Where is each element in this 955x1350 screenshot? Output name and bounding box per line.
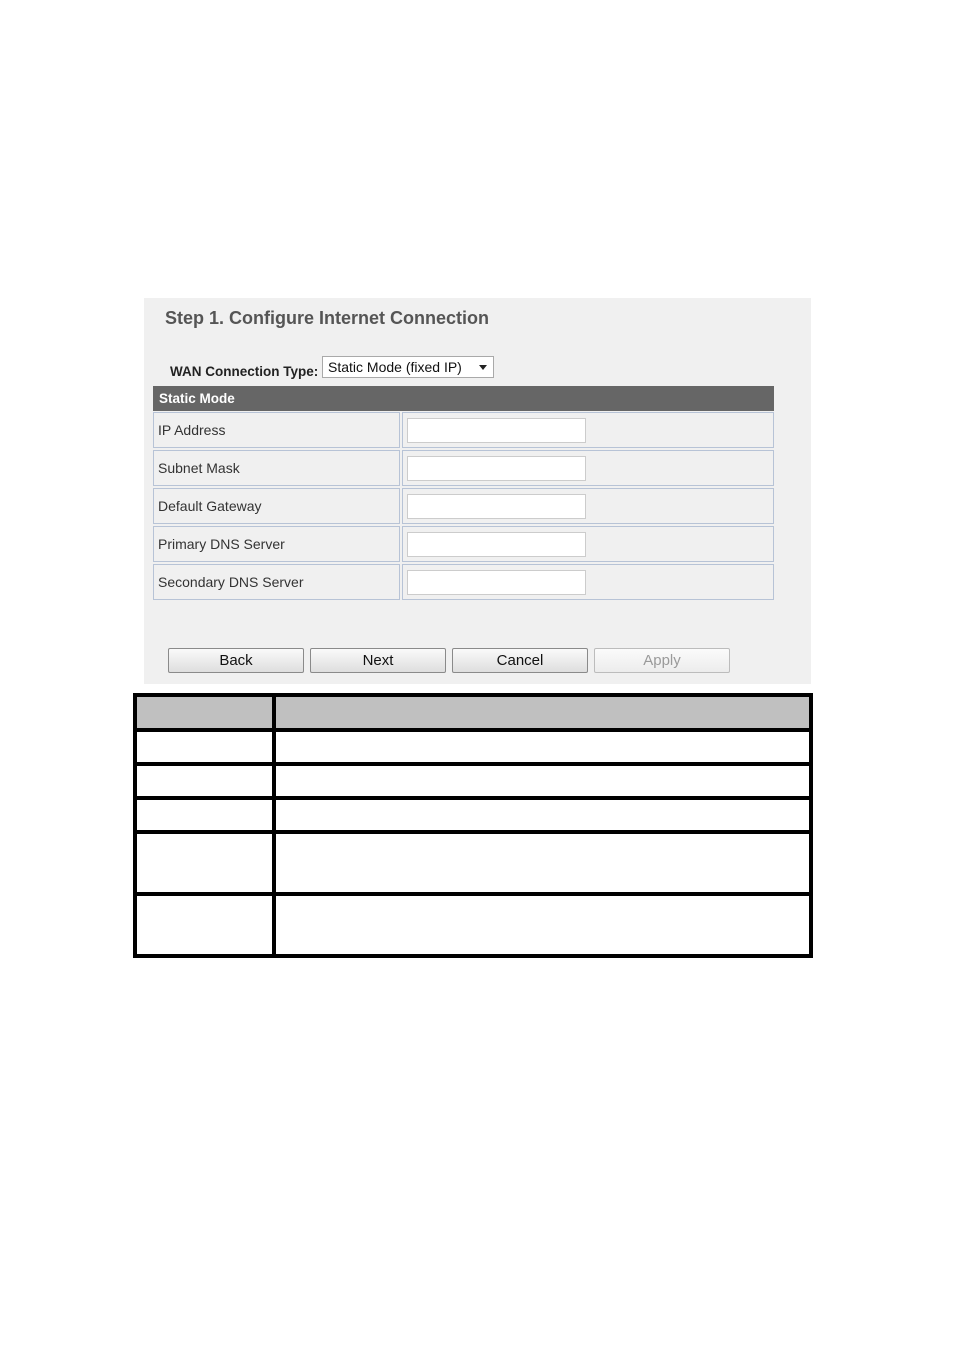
cancel-button[interactable]: Cancel xyxy=(452,648,588,673)
secondary-dns-label: Secondary DNS Server xyxy=(153,564,400,600)
table-row xyxy=(135,798,811,832)
table-cell xyxy=(274,798,811,832)
subnet-mask-cell xyxy=(402,450,774,486)
default-gateway-cell xyxy=(402,488,774,524)
form-row-default-gateway xyxy=(153,487,774,525)
primary-dns-label: Primary DNS Server xyxy=(153,526,400,562)
primary-dns-input[interactable] xyxy=(407,532,586,557)
table-cell xyxy=(135,730,274,764)
subnet-mask-input[interactable] xyxy=(407,456,586,481)
ip-address-label: IP Address xyxy=(153,412,400,448)
table-row xyxy=(135,764,811,798)
table-row xyxy=(135,832,811,894)
table-cell xyxy=(135,894,274,956)
ip-address-input[interactable] xyxy=(407,418,586,443)
ip-address-cell xyxy=(402,412,774,448)
wan-connection-type-label: WAN Connection Type: xyxy=(170,364,319,379)
table-header-cell xyxy=(274,695,811,730)
table-header-cell xyxy=(135,695,274,730)
table-cell xyxy=(135,832,274,894)
wan-connection-type-value: Static Mode (fixed IP) xyxy=(328,359,462,375)
default-gateway-input[interactable] xyxy=(407,494,586,519)
table-row xyxy=(135,894,811,956)
subnet-mask-label: Subnet Mask xyxy=(153,450,400,486)
apply-button[interactable]: Apply xyxy=(594,648,730,673)
wizard-panel xyxy=(144,298,811,684)
wan-connection-type-select[interactable] xyxy=(322,356,494,378)
secondary-dns-input[interactable] xyxy=(407,570,586,595)
table-cell xyxy=(274,832,811,894)
primary-dns-cell xyxy=(402,526,774,562)
table-cell xyxy=(274,894,811,956)
table-cell xyxy=(135,798,274,832)
static-mode-form xyxy=(153,386,774,601)
table-header-row xyxy=(135,695,811,730)
static-mode-header: Static Mode xyxy=(153,386,774,411)
description-table xyxy=(133,693,813,958)
secondary-dns-cell xyxy=(402,564,774,600)
table-cell xyxy=(135,764,274,798)
table-cell xyxy=(274,730,811,764)
chevron-down-icon xyxy=(479,365,487,370)
form-row-secondary-dns xyxy=(153,563,774,601)
table-cell xyxy=(274,764,811,798)
form-row-primary-dns xyxy=(153,525,774,563)
next-button[interactable]: Next xyxy=(310,648,446,673)
default-gateway-label: Default Gateway xyxy=(153,488,400,524)
page-title: Step 1. Configure Internet Connection xyxy=(165,308,490,328)
form-row-ip-address xyxy=(153,411,774,449)
form-row-subnet-mask xyxy=(153,449,774,487)
back-button[interactable]: Back xyxy=(168,648,304,673)
table-row xyxy=(135,730,811,764)
